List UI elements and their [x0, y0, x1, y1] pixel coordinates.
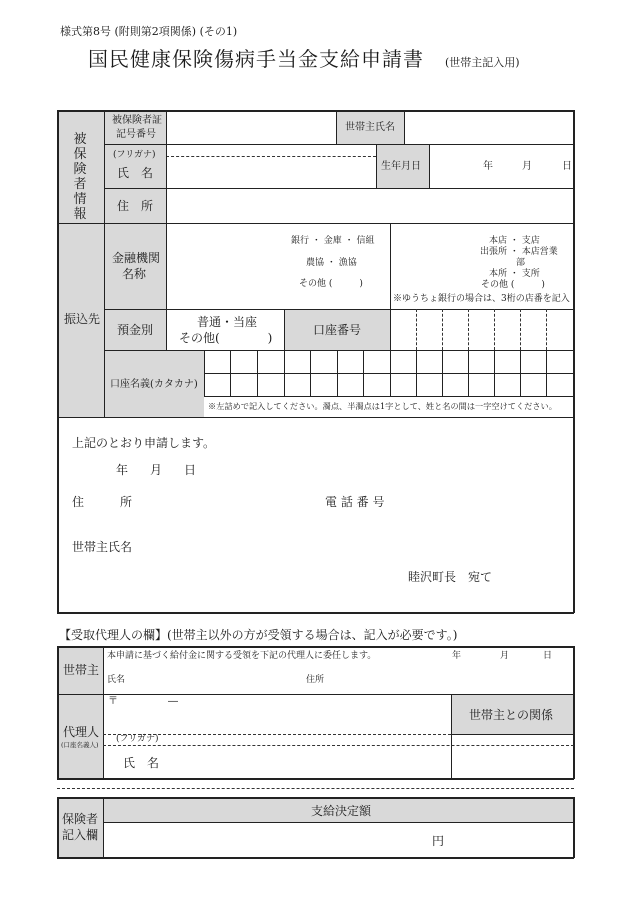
declaration-month-label: 月 [150, 463, 163, 477]
head-name-label: 世帯主氏名 [345, 122, 395, 133]
yen-label: 円 [432, 834, 445, 848]
title-note: (世帯主記入用) [445, 56, 520, 69]
cert-no-field[interactable] [168, 112, 334, 142]
declaration-address-label: 住 所 [72, 495, 133, 509]
branch-type-4[interactable]: 本所 ・ 支所 [489, 269, 540, 279]
agent-head-label: 世帯主 [63, 663, 100, 677]
branch-type-2[interactable]: 出張所 ・ 本店営業 [480, 247, 558, 257]
relation-field[interactable] [453, 736, 572, 777]
delegation-text: 本申請に基づく給付金に関する受領を下記の代理人に委任します。 [107, 651, 377, 661]
page-title: 国民健康保険傷病手当金支給申請書 [88, 47, 424, 71]
agent-head-name-label: 氏名 [107, 675, 126, 685]
transfer-section-label: 振込先 [64, 312, 101, 326]
agent-year-label: 年 [452, 651, 462, 661]
furigana-label: (フリガナ) [113, 150, 156, 160]
agent-heading: 【受取代理人の欄】(世帯主以外の方が受領する場合は、記入が必要です。) [59, 628, 458, 642]
birth-date-field[interactable] [431, 146, 571, 186]
deposit-option-other[interactable]: その他( ) [179, 331, 273, 345]
insurer-label-1: 保険者 [62, 812, 99, 826]
holder-note: ※左詰めで記入してください。濁点、半濁点は1字として、姓と名の間は一字空けてください。 [208, 401, 557, 411]
agent-name-field[interactable] [170, 747, 449, 777]
declaration-statement: 上記のとおり申請します。 [72, 436, 216, 450]
birth-day-label: 日 [562, 161, 572, 172]
declaration-head-name-label: 世帯主氏名 [72, 540, 133, 554]
deposit-label: 預金別 [117, 323, 154, 337]
agent-head-address-field[interactable] [330, 670, 572, 692]
declaration-phone-label: 電 話 番 号 [325, 495, 385, 509]
bank-type-1[interactable]: 銀行 ・ 金庫 ・ 信組 [291, 236, 375, 246]
postal-dash: ― [168, 696, 178, 707]
agent-day-label: 日 [543, 651, 553, 661]
insured-section-label: 被 保 険 者 情 報 [73, 132, 87, 222]
agent-sub-label: (口座名義人) [61, 741, 99, 749]
holder-name-field[interactable] [206, 352, 572, 394]
cert-no-label-2: 記号番号 [116, 129, 156, 140]
addressee: 睦沢町長 宛て [408, 570, 493, 584]
section-separator [57, 788, 574, 789]
bank-type-2[interactable]: 農協 ・ 漁協 [306, 258, 357, 268]
relation-label: 世帯主との関係 [469, 708, 554, 722]
declaration-year-label: 年 [116, 463, 129, 477]
cert-no-label-1: 被保険者証 [112, 115, 162, 126]
agent-head-address-label: 住所 [306, 675, 325, 685]
form-number: 様式第8号 (附則第2項関係) (その1) [60, 25, 238, 38]
bank-name-field[interactable] [168, 225, 288, 307]
insurer-label-2: 記入欄 [62, 828, 99, 842]
postal-mark: 〒 [108, 696, 118, 707]
birth-year-label: 年 [483, 161, 493, 172]
holder-label: 口座名義(カタカナ) [110, 379, 198, 390]
yucho-note: ※ゆうちょ銀行の場合は、3桁の店番を記入 [393, 294, 570, 304]
branch-type-3: 部 [516, 258, 526, 268]
declaration-day-label: 日 [184, 463, 197, 477]
agent-furigana-label: (フリガナ) [116, 734, 159, 744]
head-name-field[interactable] [406, 112, 572, 142]
agent-address-field[interactable] [105, 696, 449, 732]
agent-month-label: 月 [500, 651, 510, 661]
birth-label: 生年月日 [381, 161, 421, 172]
account-no-field[interactable] [392, 311, 572, 348]
amount-label: 支給決定額 [311, 804, 372, 818]
amount-field[interactable] [105, 824, 425, 856]
birth-month-label: 月 [522, 161, 532, 172]
agent-head-name-field[interactable] [130, 670, 300, 692]
bank-label-1: 金融機関 [112, 251, 161, 265]
name-label: 氏 名 [117, 166, 154, 180]
bank-type-3[interactable]: その他 ( ) [299, 279, 363, 289]
branch-type-5[interactable]: その他 ( ) [481, 280, 545, 290]
agent-name-label: 氏 名 [123, 756, 160, 770]
deposit-option-standard[interactable]: 普通・当座 [197, 315, 258, 329]
bank-label-2: 名称 [122, 267, 147, 281]
name-field[interactable] [168, 146, 374, 186]
agent-label: 代理人 [63, 725, 100, 739]
address-label: 住 所 [117, 199, 154, 213]
branch-type-1[interactable]: 本店 ・ 支店 [489, 236, 540, 246]
account-no-label: 口座番号 [313, 323, 362, 337]
address-field[interactable] [168, 190, 572, 222]
